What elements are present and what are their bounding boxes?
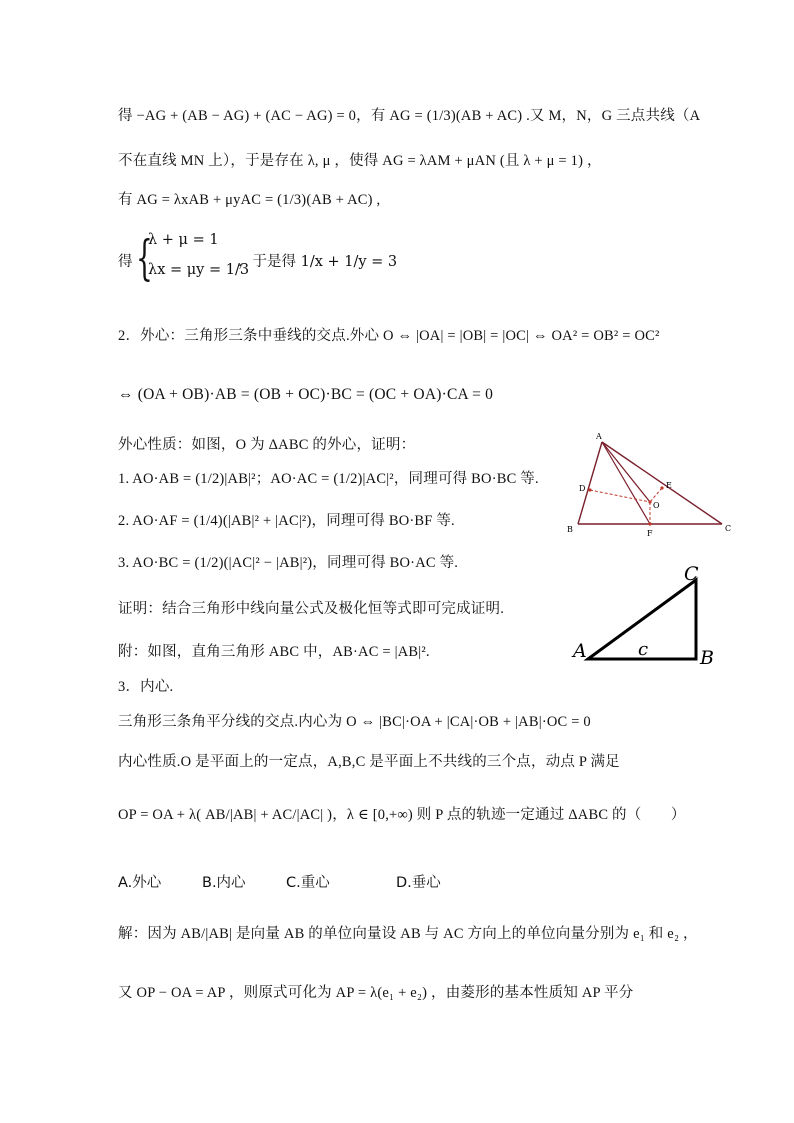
text-line-circumcenter-props: 外心性质：如图，O 为 ΔABC 的外心，证明： — [118, 437, 416, 453]
circumcenter-figure — [562, 428, 742, 540]
segment-af — [602, 442, 650, 524]
label-b: B — [567, 525, 573, 534]
equation-system-lead: 得 — [118, 254, 133, 270]
right-triangle-figure — [570, 560, 730, 670]
text-line-prop-3: 3. AO·BC = (1/2)(|AC|² − |AB|²)，同理可得 BO·AC 等. — [118, 555, 459, 571]
option-b: B.内心 — [202, 875, 246, 891]
label-d: D — [579, 484, 586, 493]
text-line-3: 有 AG = λxAB + μyAC = (1/3)(AB + AC) , — [118, 192, 381, 208]
equation-1: λ + μ = 1 — [148, 232, 219, 248]
equation-2: λx = μy = 1/3 — [148, 262, 250, 278]
text-line-circumcenter-equiv: ⇔ (OA + OB)·AB = (OB + OC)·BC = (OC + OA)·CA = 0 — [118, 386, 494, 403]
label-side-c: c — [638, 639, 649, 660]
label-a: A — [596, 432, 602, 441]
label-b: B — [700, 647, 714, 669]
point-f — [648, 522, 651, 525]
side-ab — [578, 442, 602, 524]
label-a: A — [573, 640, 587, 662]
text-line-circumcenter: 2．外心：三角形三条中垂线的交点.外心 O ⇔ |OA| = |OB| = |OC| ⇔ OA² = OB² = OC² — [118, 328, 660, 344]
text-line-incenter-def: 三角形三条角平分线的交点.内心为 O ⇔ |BC|·OA + |CA|·OB + |AB|·OC = 0 — [118, 714, 591, 730]
label-o: O — [653, 501, 660, 510]
point-e — [660, 486, 663, 489]
point-o — [648, 500, 651, 503]
text-line-incenter-props: 内心性质.O 是平面上的一定点，A,B,C 是平面上不共线的三个点，动点 P 满足 — [118, 754, 620, 770]
text-line-1: 得 −AG + (AB − AG) + (AC − AG) = 0，有 AG = (1/3)(AB + AC) .又 M，N，G 三点共线（A — [118, 108, 701, 124]
text-line-solution-2: 又 OP − OA = AP ，则原式可化为 AP = λ(e₁ + e₂) ，由菱形的基本性质知 AP 平分 — [118, 985, 634, 1001]
text-line-prop-1: 1. AO·AB = (1/2)|AB|²；AO·AC = (1/2)|AC|²，同理可得 BO·BC 等. — [118, 471, 539, 487]
equation-system-result: ，于是得 1/x + 1/y = 3 — [238, 254, 398, 270]
option-c: C.重心 — [286, 875, 330, 891]
label-c: C — [684, 563, 699, 585]
perpendicular-do — [590, 490, 650, 502]
perpendicular-eo — [650, 488, 662, 502]
equation-system — [118, 228, 478, 290]
left-brace-icon: { — [136, 230, 153, 286]
text-line-proof: 证明：结合三角形中线向量公式及极化恒等式即可完成证明. — [118, 601, 505, 617]
text-line-solution-1: 解：因为 AB/|AB| 是向量 AB 的单位向量设 AB 与 AC 方向上的单位向量分别为 e₁ 和 e₂ ， — [118, 926, 698, 942]
side-ac — [602, 442, 722, 524]
label-f: F — [647, 529, 653, 538]
text-line-incenter-heading: 3．内心. — [118, 679, 174, 695]
segment-ao — [602, 442, 650, 502]
point-d — [588, 488, 591, 491]
option-d: D.垂心 — [396, 875, 441, 891]
text-line-question: OP = OA + λ( AB/|AB| + AC/|AC| )，λ ∈ [0,+∞) 则 P 点的轨迹一定通过 ΔABC 的（ ） — [118, 807, 686, 823]
label-e: E — [666, 481, 672, 490]
option-a: A.外心 — [118, 875, 162, 891]
text-line-2: 不在直线 MN 上），于是存在 λ, μ ，使得 AG = λAM + μAN (且 λ + μ = 1) ， — [118, 153, 602, 169]
text-line-appendix: 附：如图，直角三角形 ABC 中，AB·AC = |AB|². — [118, 644, 430, 660]
text-line-prop-2: 2. AO·AF = (1/4)(|AB|² + |AC|²)，同理可得 BO·BF 等. — [118, 513, 455, 529]
label-c: C — [725, 524, 732, 533]
